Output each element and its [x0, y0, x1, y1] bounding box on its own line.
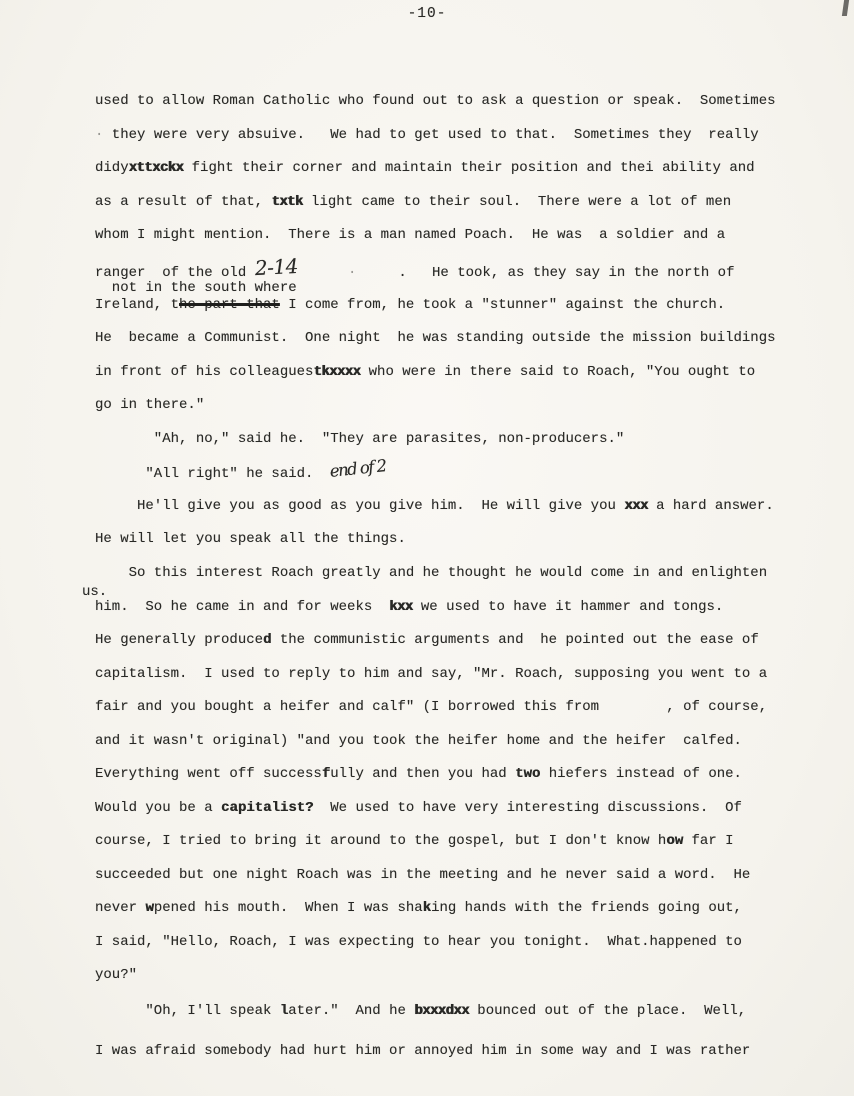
typed-text: ater." And he	[288, 1003, 415, 1019]
text-line	[95, 456, 840, 498]
text-line	[95, 364, 840, 398]
typed-text: pened his mouth. When I was sha	[153, 900, 423, 916]
overtyped-text: d	[263, 632, 272, 648]
typed-text: in front of his colleagues	[95, 363, 314, 380]
document-body	[82, 93, 840, 1077]
page-number: -10-	[407, 6, 447, 22]
overstruck-text: tkxxxx	[313, 363, 361, 380]
typed-text: not in the south where	[95, 279, 297, 296]
typed-text: you?"	[95, 967, 138, 983]
typed-text: So this interest Roach greatly and he thought he would come in and enlighten	[95, 564, 768, 581]
typed-text: and it wasn't original) "and you took the heifer home and the heifer calfed.	[95, 732, 742, 749]
typed-text: ully and then you had	[330, 766, 516, 782]
text-line	[95, 297, 840, 331]
overstruck-text: bxxxdxx	[414, 1003, 469, 1019]
typed-text: used to allow Roman Catholic who found out to ask a question or speak. Sometimes	[95, 93, 776, 109]
text-line	[95, 227, 840, 261]
text-line	[95, 194, 840, 228]
text-line	[95, 699, 840, 733]
overtyped-text: l	[279, 1003, 289, 1019]
typed-text: fight their corner and maintain their position and thei ability and	[183, 160, 755, 176]
text-line	[95, 666, 840, 700]
typed-text: didy	[95, 160, 129, 176]
text-line	[95, 632, 840, 666]
text-line	[95, 1043, 840, 1077]
text-line	[95, 833, 840, 867]
text-line	[95, 330, 840, 364]
typed-text: go in there."	[95, 397, 205, 413]
overtyped-text: capitalist?	[221, 799, 314, 816]
typed-text: fair and you bought a heifer and calf" (I borrowed this from , of course,	[95, 699, 768, 715]
text-line	[95, 900, 840, 934]
typed-text: succeeded but one night Roach was in the meeting and he never said a word. He	[95, 866, 751, 883]
overstruck-text: kxx	[389, 598, 413, 615]
typed-text: "All right" he said.	[95, 466, 331, 482]
typed-text: light came to their soul. There were a lot of men	[302, 193, 732, 210]
typed-text: He generally produce	[95, 632, 264, 648]
typed-text: I said, "Hello, Roach, I was expecting to hear you tonight. What.happened to	[95, 933, 742, 950]
struck-through-text: he part that	[179, 296, 280, 313]
overstruck-text: xttxckx	[128, 160, 184, 176]
typed-text: whom I might mention. There is a man named Poach. He was a soldier and a	[95, 227, 726, 243]
typed-text: "Oh, I'll speak	[95, 1003, 280, 1019]
overtyped-text: f	[321, 766, 331, 782]
typed-text: far I	[683, 833, 734, 849]
text-line	[95, 127, 840, 161]
overtyped-text: two	[515, 766, 541, 782]
typed-text: they were very absuive. We had to get used to that. Sometimes they really	[103, 126, 759, 143]
typed-text: who were in there said to Roach, "You ought to	[360, 363, 756, 380]
typed-text: us.	[82, 583, 108, 600]
typed-text: as a result of that,	[95, 193, 272, 210]
faint-mark: ·	[95, 126, 104, 143]
text-line	[95, 431, 840, 465]
handwritten-annotation: 2-14	[253, 253, 299, 280]
typed-text: him. So he came in and for weeks	[95, 598, 390, 615]
typed-text: never	[95, 900, 146, 916]
typed-text: . He took, as they say in the north of	[356, 264, 735, 281]
text-line	[95, 93, 840, 127]
text-line	[95, 766, 840, 800]
text-line	[95, 498, 840, 532]
typed-text: a hard answer.	[647, 497, 774, 514]
text-line	[95, 733, 840, 767]
typed-text: we used to have it hammer and tongs.	[412, 598, 724, 615]
typed-text: "Ah, no," said he. "They are parasites, non-producers."	[95, 430, 625, 447]
typed-text: hiefers instead of one.	[540, 766, 742, 782]
overstruck-text: xxx	[624, 497, 648, 514]
overstruck-text: txtk	[271, 193, 303, 210]
overtyped-text: ow	[666, 833, 684, 849]
typed-text: ranger of the old	[95, 264, 255, 281]
typed-text: He became a Communist. One night he was standing outside the mission buildings	[95, 330, 776, 346]
typed-text: I come from, he took a "stunner" against the church.	[279, 296, 726, 313]
typed-text: course, I tried to bring it around to the gospel, but I don't know h	[95, 833, 667, 849]
typed-text: He will let you speak all the things.	[95, 531, 406, 547]
text-line	[95, 934, 840, 968]
typed-text: the communistic arguments and he pointed out the ease of	[271, 632, 759, 648]
typed-text: We used to have very interesting discussions. Of	[313, 799, 742, 816]
text-line	[95, 531, 840, 565]
text-line	[95, 867, 840, 901]
typed-text: I was afraid somebody had hurt him or annoyed him in some way and I was rather	[95, 1043, 751, 1059]
typed-text: Would you be a	[95, 799, 222, 816]
text-line	[82, 584, 840, 599]
typed-text	[298, 265, 348, 281]
text-line	[95, 397, 840, 431]
overtyped-text: w	[145, 900, 154, 916]
text-line	[95, 565, 840, 584]
typed-text: He'll give you as good as you give him. He will give you	[95, 497, 625, 514]
text-line	[95, 1003, 840, 1043]
text-line	[95, 253, 840, 281]
text-line	[95, 160, 840, 194]
text-line	[95, 599, 840, 633]
text-line	[95, 280, 840, 297]
faint-mark: ·	[348, 264, 357, 281]
typed-text: ing hands with the friends going out,	[431, 900, 742, 916]
overtyped-text: k	[422, 900, 432, 916]
typed-text: Everything went off success	[95, 766, 322, 782]
text-line	[95, 967, 840, 1003]
typed-text: bounced out of the place. Well,	[468, 1003, 747, 1019]
text-line	[95, 800, 840, 834]
handwritten-annotation: end of 2	[329, 456, 387, 481]
typed-text: Ireland, t	[95, 296, 180, 313]
typed-text: capitalism. I used to reply to him and say, "Mr. Roach, supposing you went to a	[95, 665, 768, 682]
